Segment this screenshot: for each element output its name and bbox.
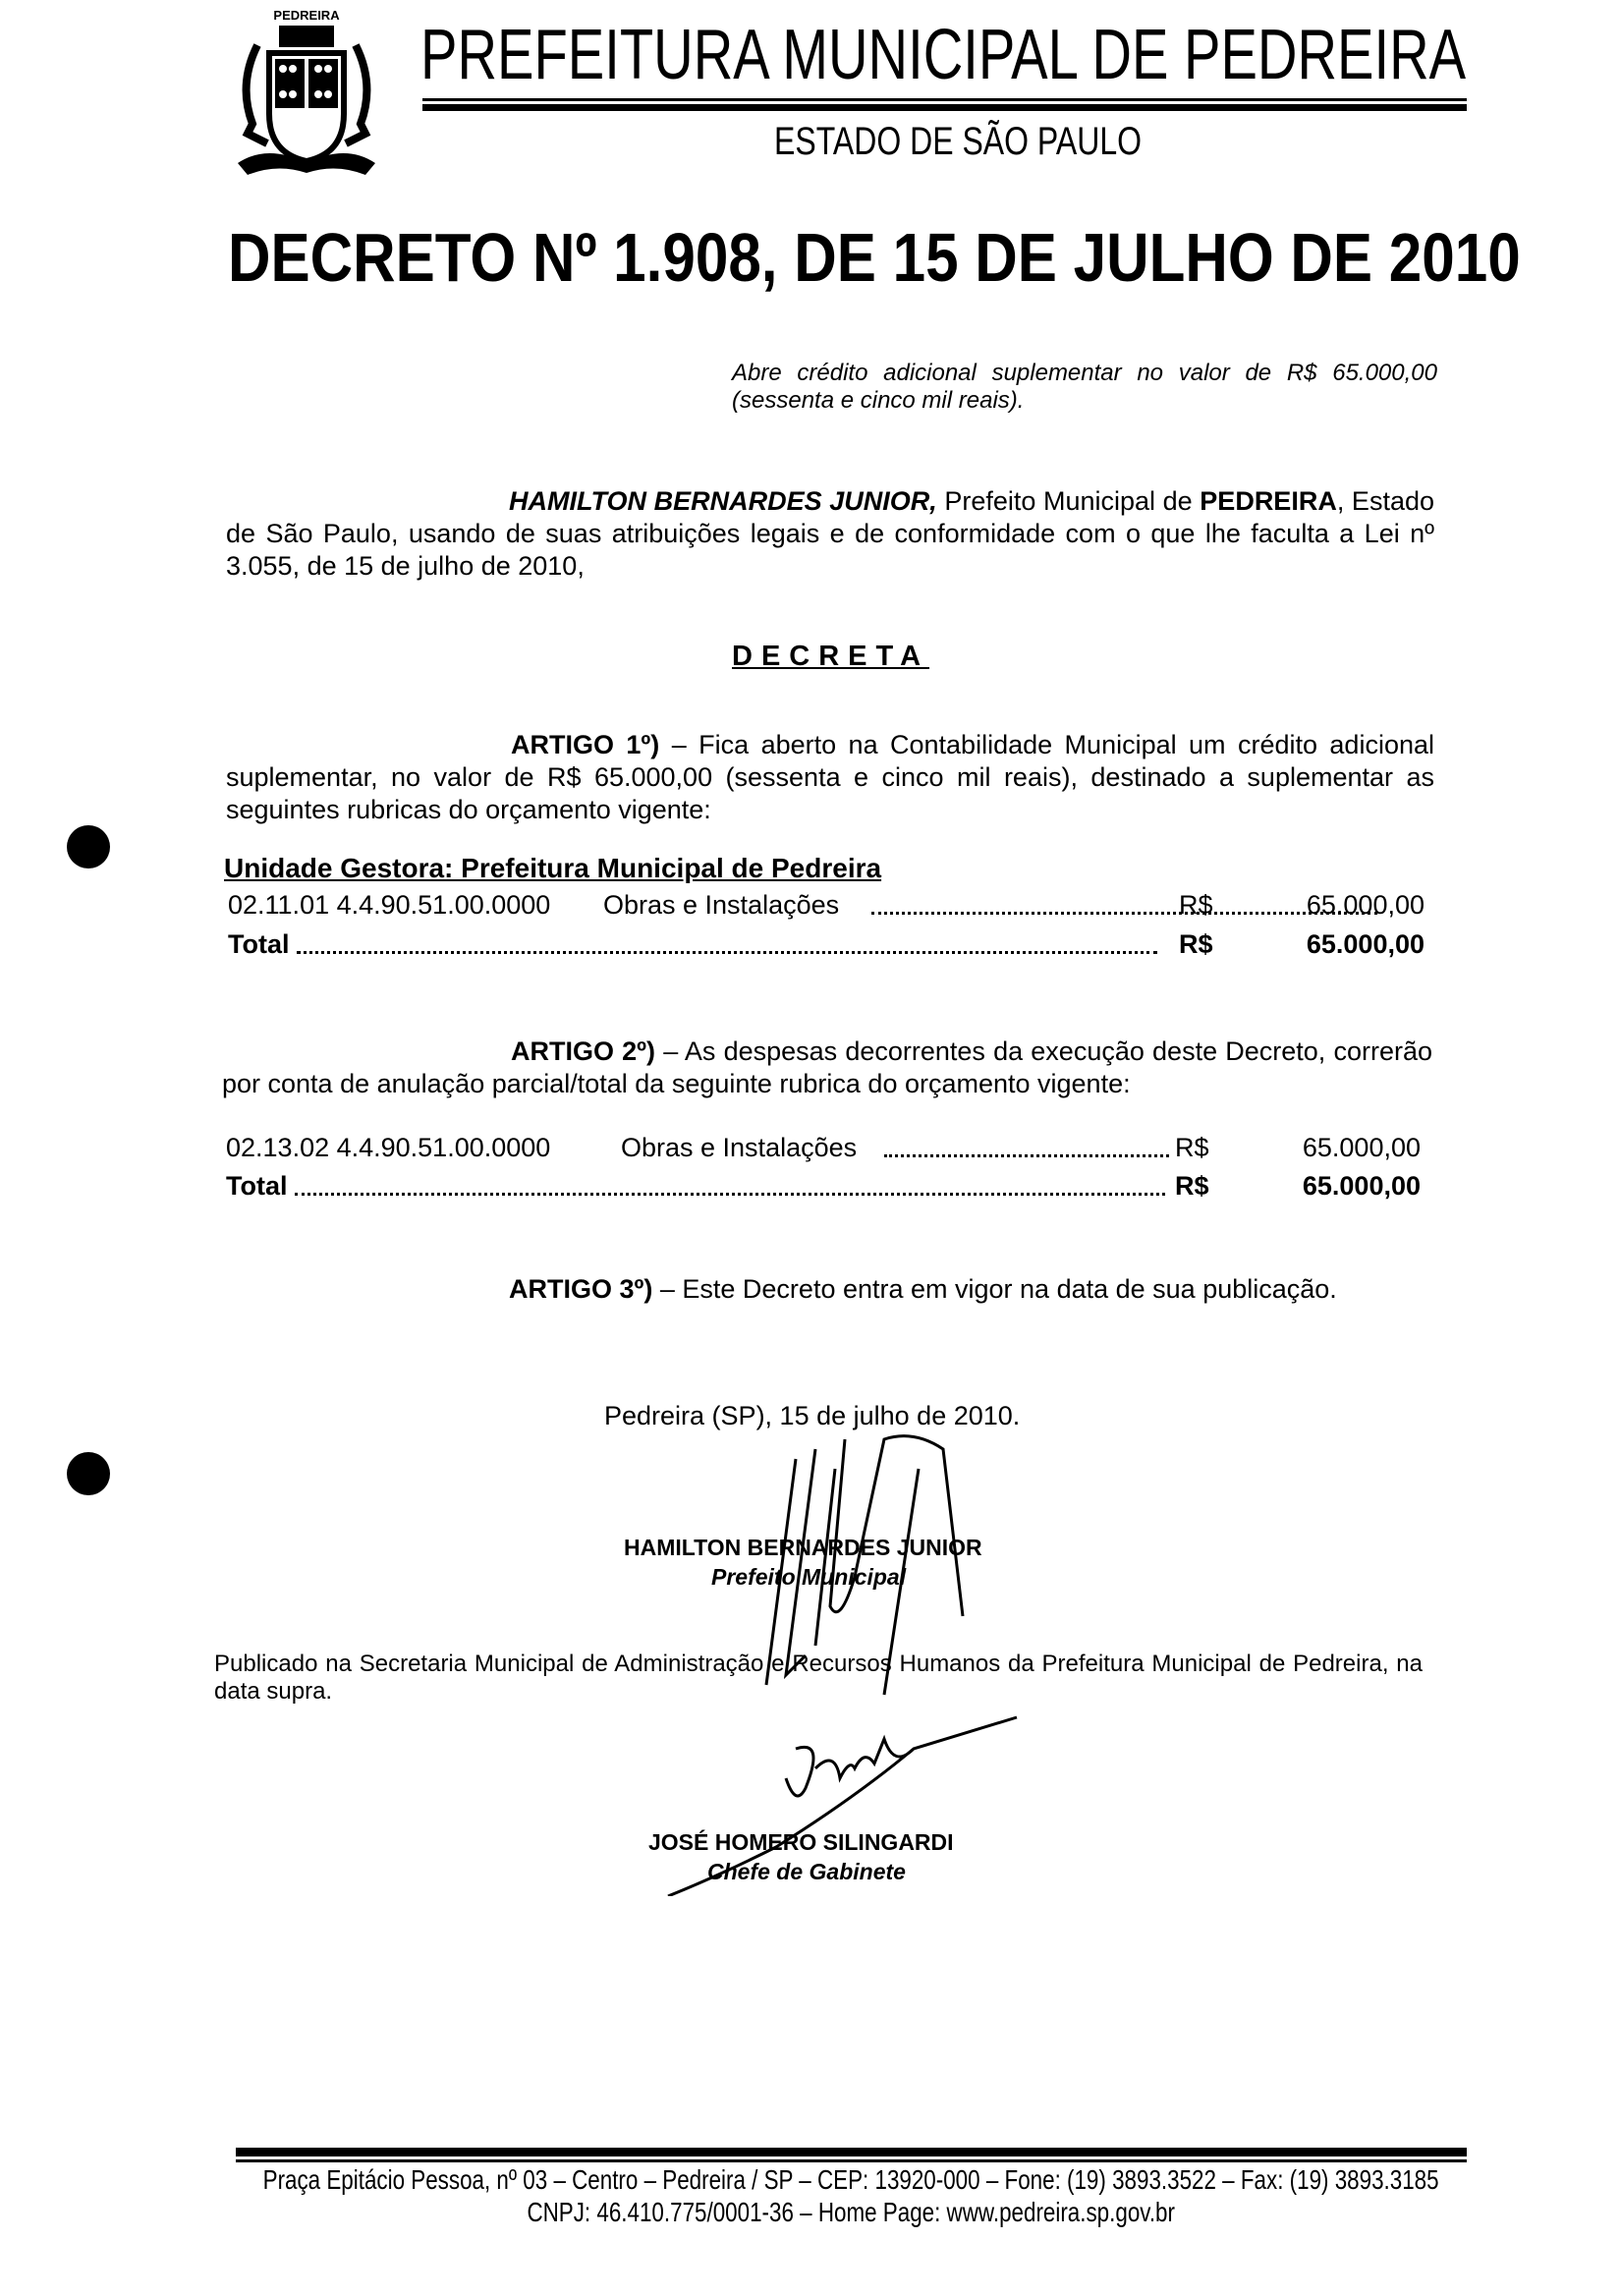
budget-currency: R$	[1175, 1133, 1209, 1162]
city-name: PEDREIRA	[1200, 486, 1337, 516]
budget-currency: R$	[1179, 890, 1213, 920]
budget-description: Obras e Instalações	[603, 890, 840, 920]
article-2-label: ARTIGO 2º)	[511, 1036, 656, 1066]
article-3-text: – Este Decreto entra em vigor na data de sua publicação.	[652, 1274, 1337, 1304]
total-value: 65.000,00	[1306, 929, 1424, 959]
preamble-text: Prefeito Municipal de	[936, 486, 1201, 516]
signer-2-role: Chefe de Gabinete	[707, 1859, 906, 1884]
dot-leader	[871, 912, 1377, 915]
svg-text:PEDREIRA: PEDREIRA	[273, 8, 340, 23]
place-date: Pedreira (SP), 15 de julho de 2010.	[604, 1401, 1021, 1430]
signer-2-name: JOSÉ HOMERO SILINGARDI	[648, 1829, 954, 1855]
signer-1-name: HAMILTON BERNARDES JUNIOR	[624, 1535, 982, 1560]
decree-heading: DECRETO Nº 1.908, DE 15 DE JULHO DE 2010	[228, 219, 1521, 296]
total-label: Total	[226, 1171, 288, 1201]
decree-summary: Abre crédito adicional suplementar no valor de R$ 65.000,00 (sessenta e cinco mil reais).	[732, 360, 1437, 414]
publication-note: Publicado na Secretaria Municipal de Administração e Recursos Humanos da Prefeitura Municipal de Pedreira, na data supra.	[214, 1651, 1423, 1705]
punch-hole	[67, 1452, 110, 1495]
total-label: Total	[228, 929, 290, 959]
article-2-text: – As despesas decorrentes da execução deste Decreto, correrão por conta de anulação parcial/total da seguinte rubrica do orçamento vigente:	[222, 1036, 1433, 1098]
footer-rule	[236, 2159, 1467, 2162]
article-3-label: ARTIGO 3º)	[509, 1274, 653, 1304]
total-currency: R$	[1179, 929, 1213, 959]
budget-row	[228, 890, 1424, 924]
dot-leader	[295, 1193, 1165, 1196]
total-currency: R$	[1175, 1171, 1209, 1201]
preamble-paragraph	[226, 485, 1434, 583]
article-1	[226, 729, 1434, 826]
header-rule	[422, 98, 1467, 101]
article-3	[509, 1273, 1337, 1306]
footer-rule-thick	[236, 2148, 1467, 2156]
decreta-heading: DECRETA	[732, 641, 930, 672]
budget-code: 02.13.02 4.4.90.51.00.0000	[226, 1133, 551, 1162]
budget-description: Obras e Instalações	[621, 1133, 858, 1162]
municipality-title: PREFEITURA MUNICIPAL DE PEDREIRA	[420, 16, 1467, 94]
budget-total-row	[226, 1171, 1421, 1204]
article-1-label: ARTIGO 1º)	[511, 730, 660, 759]
footer-address: Praça Epitácio Pessoa, nº 03 – Centro – Pedreira / SP – CEP: 13920-000 – Fone: (19) 3893.3522 – Fax: (19) 3893.3185	[263, 2164, 1439, 2195]
article-2	[222, 1036, 1432, 1100]
budget-code: 02.11.01 4.4.90.51.00.0000	[228, 890, 551, 920]
article-1-text: – Fica aberto na Contabilidade Municipal um crédito adicional suplementar, no valor de R$ 65.000,00 (sessenta e cinco mil reais), destinado a suplementar as seguintes rubricas do orçamento vigente:	[226, 730, 1434, 824]
coat-of-arms-logo	[228, 6, 385, 179]
budget-total-row	[228, 929, 1424, 963]
total-value: 65.000,00	[1302, 1171, 1421, 1201]
budget-value: 65.000,00	[1306, 890, 1424, 920]
unit-heading: Unidade Gestora: Prefeitura Municipal de Pedreira	[224, 853, 882, 883]
footer-contact: CNPJ: 46.410.775/0001-36 – Home Page: www.pedreira.sp.gov.br	[527, 2197, 1176, 2227]
mayor-name: HAMILTON BERNARDES JUNIOR,	[509, 486, 937, 516]
dot-leader	[884, 1154, 1169, 1157]
budget-row	[226, 1133, 1421, 1166]
preamble-text: , Estado de São Paulo, usando de suas atribuições legais e de conformidade com o que lhe faculta a Lei nº 3.055, de 15 de julho de 2010,	[226, 486, 1434, 581]
punch-hole	[67, 825, 110, 868]
budget-value: 65.000,00	[1302, 1133, 1421, 1162]
state-subtitle: ESTADO DE SÃO PAULO	[774, 120, 1143, 163]
signer-1-role: Prefeito Municipal	[711, 1564, 907, 1590]
dot-leader	[297, 951, 1157, 954]
header-rule-thick	[422, 104, 1467, 111]
